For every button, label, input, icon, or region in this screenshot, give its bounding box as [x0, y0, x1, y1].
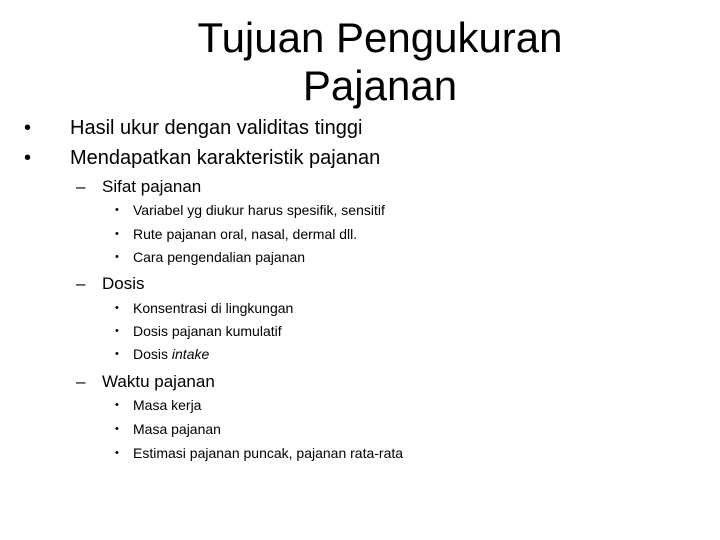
sub-bullet-text: Variabel yg diukur harus spesifik, sensitif [133, 202, 385, 218]
sub-bullet-item [115, 421, 221, 438]
bullet-item [24, 146, 381, 170]
sub-bullet-text: Masa kerja [133, 397, 202, 413]
bullet-icon: • [115, 423, 119, 435]
sub-bullet-item [115, 445, 404, 462]
section-heading [76, 274, 145, 294]
bullet-icon: • [24, 147, 32, 169]
dash-icon: – [76, 372, 86, 391]
sub-bullet-item [115, 323, 282, 340]
dash-icon: – [76, 274, 86, 293]
bullet-text: Hasil ukur dengan validitas tinggi [70, 117, 363, 139]
bullet-icon: • [24, 117, 32, 139]
section-heading-text: Dosis [102, 274, 145, 293]
title-line-1: Tujuan Pengukuran [197, 14, 563, 61]
sub-bullet-item [115, 346, 210, 363]
section-heading-text: Sifat pajanan [102, 177, 202, 196]
sub-bullet-item [115, 397, 202, 414]
sub-bullet-text: Rute pajanan oral, nasal, dermal dll. [133, 226, 358, 242]
slide-title [80, 14, 680, 110]
sub-bullet-item [115, 249, 306, 266]
bullet-icon: • [115, 348, 119, 360]
bullet-text: Mendapatkan karakteristik pajanan [70, 147, 381, 169]
bullet-item [24, 116, 363, 140]
title-line-2: Pajanan [302, 62, 458, 109]
sub-bullet-italic-text: intake [171, 346, 210, 362]
bullet-icon: • [115, 204, 119, 216]
sub-bullet-text: Estimasi pajanan puncak, pajanan rata-rata [133, 445, 404, 461]
section-heading [76, 177, 202, 197]
sub-bullet-item [115, 226, 358, 243]
sub-bullet-text: Dosis [133, 346, 172, 362]
sub-bullet-text: Dosis pajanan kumulatif [133, 323, 282, 339]
bullet-icon: • [115, 325, 119, 337]
sub-bullet-item [115, 300, 294, 317]
sub-bullet-text: Masa pajanan [133, 421, 221, 437]
section-heading [76, 372, 215, 392]
bullet-icon: • [115, 302, 119, 314]
bullet-icon: • [115, 251, 119, 263]
section-heading-text: Waktu pajanan [102, 372, 215, 391]
bullet-icon: • [115, 399, 119, 411]
dash-icon: – [76, 177, 86, 196]
bullet-icon: • [115, 228, 119, 240]
bullet-icon: • [115, 447, 119, 459]
sub-bullet-text: Konsentrasi di lingkungan [133, 300, 294, 316]
sub-bullet-item [115, 202, 385, 219]
sub-bullet-text: Cara pengendalian pajanan [133, 249, 306, 265]
